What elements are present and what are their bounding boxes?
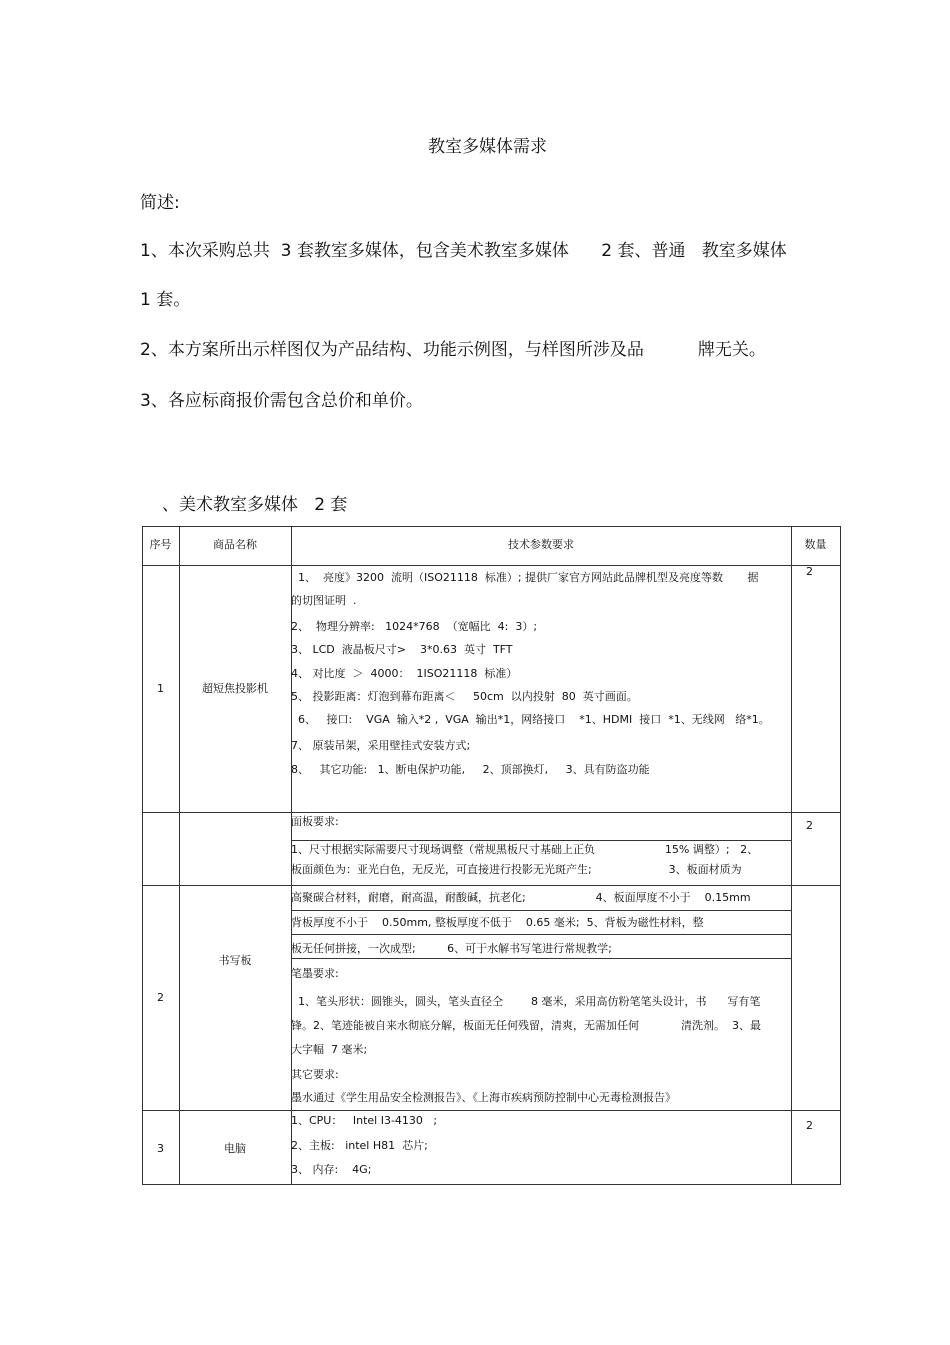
table-border	[291, 910, 791, 911]
header-qty: 数量	[804, 538, 827, 551]
projector-spec-line: 7、 原装吊架，采用壁挂式安装方式;	[291, 739, 471, 752]
board-spec-line: 其它要求:	[291, 1068, 339, 1081]
board-spec-line: 高聚碳合材料，耐磨，耐高温，耐酸碱，抗老化; 4、板面厚度不小于 0.15mm	[291, 891, 751, 904]
board-spec-line: 面板要求:	[291, 815, 339, 828]
projector-spec-line: 5、 投影距离：灯泡到幕布距离＜ 50cm 以内投射 80 英寸画面。	[291, 690, 638, 703]
table-border	[291, 958, 791, 959]
table-border	[142, 885, 841, 886]
intro-label: 简述:	[140, 193, 180, 213]
header-name: 商品名称	[213, 538, 257, 551]
point-2: 2、本方案所出示样图仅为产品结构、功能示例图，与样图所涉及品 牌无关。	[140, 340, 766, 360]
table-border	[142, 812, 841, 813]
board-spec-line: 大字幅 7 毫米;	[291, 1043, 368, 1056]
board-spec-line: 1、尺寸根据实际需要尺寸现场调整（常规黑板尺寸基础上正负 15% 调整）; 2、	[291, 843, 759, 856]
projector-spec-line: 6、 接口: VGA 输入*2 , VGA 输出*1，网络接口 *1、HDMI 接口 *1、无线网 络*1。	[291, 713, 770, 726]
computer-spec-line: 1、CPU： Intel I3-4130 ;	[291, 1114, 438, 1127]
board-spec-line: 板无任何拼接，一次成型; 6、可于水解书写笔进行常规教学;	[291, 942, 612, 955]
row-3-seq: 3	[157, 1142, 164, 1155]
row-1-seq: 1	[157, 682, 164, 695]
row-3-qty: 2	[806, 1119, 813, 1132]
table-border	[142, 1110, 841, 1111]
section-heading: 、美术教室多媒体 2 套	[162, 495, 348, 515]
table-border	[142, 1184, 841, 1185]
table-border	[179, 526, 180, 1185]
row-1-name: 超短焦投影机	[202, 682, 268, 695]
projector-spec-line: 的切图证明 .	[291, 594, 357, 607]
point-3: 3、各应标商报价需包含总价和单价。	[140, 391, 423, 411]
projector-spec-line: 4、 对比度 ＞ 4000： 1ISO21118 标准）	[291, 667, 518, 680]
computer-spec-line: 3、 内存: 4G;	[291, 1163, 372, 1176]
board-spec-line: 1、笔头形状：圆锥头，圆头，笔头直径仝 8 毫米，采用高仿粉笔笔头设计，书 写有笔	[291, 995, 761, 1008]
row-2-qty: 2	[806, 819, 813, 832]
table-border	[791, 526, 792, 1185]
row-3-name: 电脑	[224, 1142, 246, 1155]
row-1-qty: 2	[806, 565, 813, 578]
board-spec-line: 笔墨要求:	[291, 967, 339, 980]
point-1-cont: 1 套。	[140, 290, 191, 310]
table-border	[840, 526, 841, 1185]
table-border	[291, 840, 791, 841]
computer-spec-line: 2、主板: intel H81 芯片;	[291, 1139, 428, 1152]
board-spec-line: 背板厚度不小于 0.50mm, 整板厚度不低于 0.65 毫米; 5、背板为磁性材料，整	[291, 916, 704, 929]
header-seq: 序号	[149, 538, 172, 551]
table-border	[291, 934, 791, 935]
board-spec-line: 板面颜色为：亚光白色，无反光，可直接进行投影无光斑产生; 3、板面材质为	[291, 863, 742, 876]
table-border	[142, 526, 143, 1185]
projector-spec-line: 3、 LCD 液晶板尺寸> 3*0.63 英寸 TFT	[291, 643, 513, 656]
board-spec-line: 墨水通过《学生用品安全检测报告》、《上海市疾病预防控制中心无毒检测报告》	[291, 1091, 676, 1104]
projector-spec-line: 1、 亮度》3200 流明（ISO21118 标准）; 提供厂家官方网站此品牌机型及亮度等数 据	[291, 571, 759, 584]
row-2-seq: 2	[157, 991, 164, 1004]
row-2-name: 书写板	[218, 954, 252, 967]
projector-spec-line: 2、 物理分辨率: 1024*768 （宽幅比 4: 3）;	[291, 620, 538, 633]
board-spec-line: 锋。2、笔迹能被自来水彻底分解，板面无任何残留，清爽，无需加任何 清洗剂。 3、最	[291, 1019, 761, 1032]
table-border	[142, 565, 841, 566]
projector-spec-line: 8、 其它功能: 1、断电保护功能, 2、顶部换灯, 3、具有防盗功能	[291, 763, 650, 776]
document-title: 教室多媒体需求	[428, 137, 547, 157]
header-spec: 技术参数要求	[508, 538, 574, 551]
point-1: 1、本次采购总共 3 套教室多媒体，包含美术教室多媒体 2 套、普通 教室多媒体	[140, 241, 787, 261]
table-border	[142, 526, 841, 527]
